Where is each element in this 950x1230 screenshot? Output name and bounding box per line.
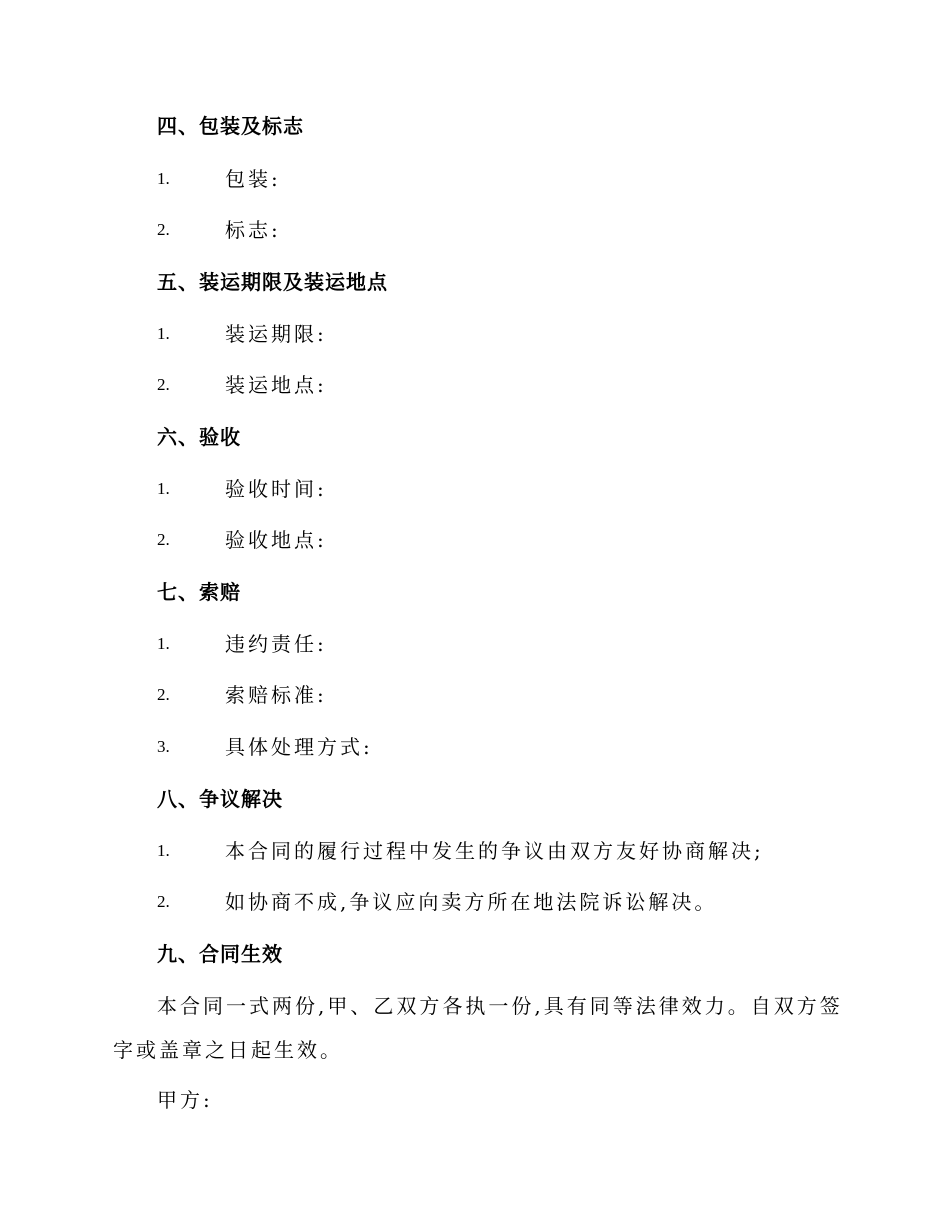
list-item-number: 1.	[157, 841, 170, 860]
list-item-number: 1.	[157, 479, 170, 498]
list-item-number: 1.	[157, 169, 170, 188]
list-item-number: 2.	[157, 220, 170, 239]
list-item-text: 验收时间:	[225, 477, 327, 501]
section-heading-acceptance: 六、验收	[157, 425, 241, 449]
section-heading-disputes: 八、争议解决	[157, 787, 283, 811]
effect-paragraph-line-1: 本合同一式两份,甲、乙双方各执一份,具有同等法律效力。自双方签	[157, 994, 843, 1018]
list-item-number: 2.	[157, 530, 170, 549]
list-item-text: 具体处理方式:	[225, 735, 373, 759]
list-item-number: 1.	[157, 634, 170, 653]
list-item-text: 标志:	[225, 218, 281, 242]
effect-paragraph-line-2: 字或盖章之日起生效。	[113, 1038, 343, 1062]
list-item-text: 索赔标准:	[225, 683, 327, 707]
section-heading-effectiveness: 九、合同生效	[157, 942, 283, 966]
section-heading-packaging: 四、包装及标志	[157, 114, 304, 138]
list-item-text: 违约责任:	[225, 632, 327, 656]
list-item-text: 验收地点:	[225, 528, 327, 552]
section-heading-shipment: 五、装运期限及装运地点	[157, 270, 388, 294]
list-item-number: 2.	[157, 685, 170, 704]
list-item-number: 2.	[157, 375, 170, 394]
section-heading-claims: 七、索赔	[157, 580, 241, 604]
list-item-text: 本合同的履行过程中发生的争议由双方友好协商解决;	[225, 839, 764, 863]
list-item-number: 2.	[157, 892, 170, 911]
list-item-number: 3.	[157, 737, 170, 756]
list-item-number: 1.	[157, 324, 170, 343]
list-item-text: 装运地点:	[225, 373, 327, 397]
party-a-label: 甲方:	[157, 1088, 213, 1112]
list-item-text: 装运期限:	[225, 322, 327, 346]
list-item-text: 包装:	[225, 167, 281, 191]
list-item-text: 如协商不成,争议应向卖方所在地法院诉讼解决。	[225, 890, 718, 914]
